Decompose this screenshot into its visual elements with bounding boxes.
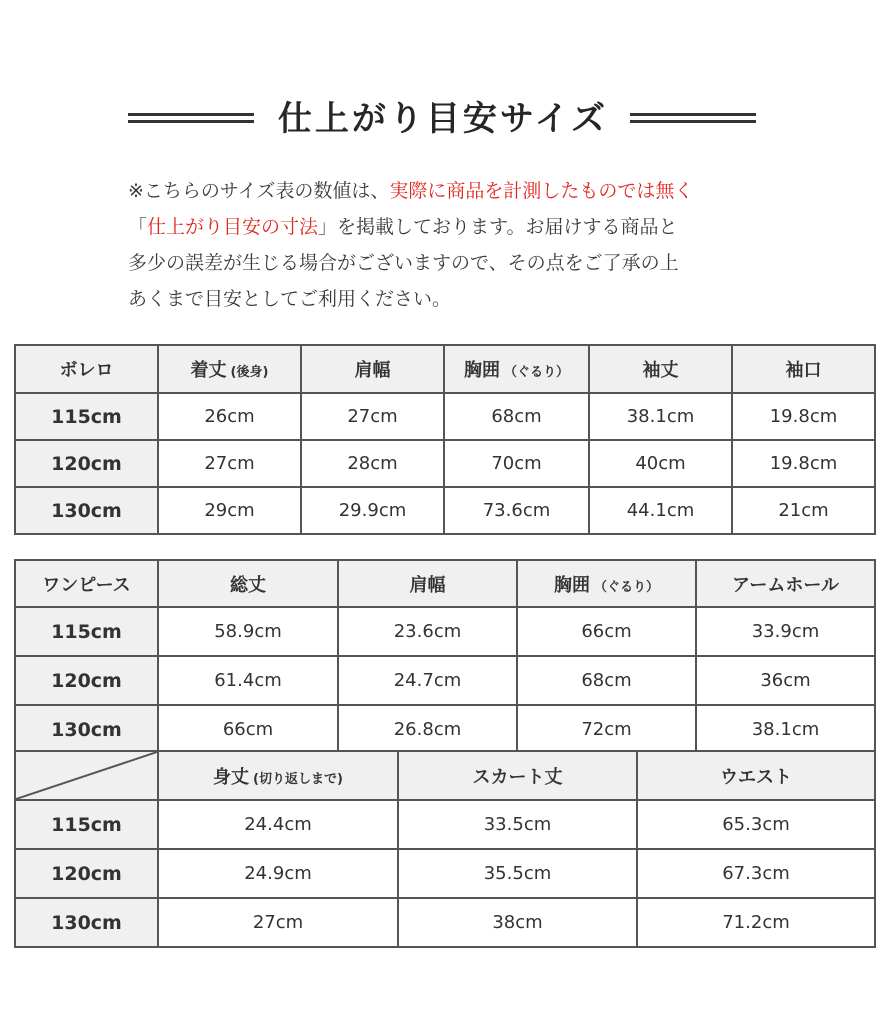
table-row: [15, 800, 875, 849]
table-cell: 29.9cm: [301, 487, 444, 534]
title-row: [0, 96, 887, 146]
size-label: 120cm: [15, 656, 158, 705]
table-cell: 71.2cm: [637, 898, 875, 947]
header-label: 肩幅: [409, 574, 446, 596]
table-row: [15, 393, 875, 440]
size-label: 115cm: [15, 800, 158, 849]
header-label: 着丈: [190, 360, 227, 381]
table-cell: 70cm: [444, 440, 589, 487]
size-label: 115cm: [15, 607, 158, 656]
table-cell: 65.3cm: [637, 800, 875, 849]
table-cell: 27cm: [158, 440, 301, 487]
header-label: 袖丈: [642, 360, 679, 381]
table-cell: 38.1cm: [696, 705, 875, 754]
size-label: 130cm: [15, 898, 158, 947]
table-cell: 21cm: [732, 487, 875, 534]
table-cell: 35.5cm: [398, 849, 637, 898]
onepiece-corner-cell: ワンピース: [15, 560, 158, 607]
size-label: 115cm: [15, 393, 158, 440]
onepiece-size-table: [14, 559, 876, 755]
diagonal-line: [16, 752, 157, 799]
table-row: [15, 487, 875, 534]
column-header: [338, 560, 517, 607]
table-row: [15, 705, 875, 754]
diagonal-corner-cell: [15, 751, 158, 800]
column-header: [398, 751, 637, 800]
table-cell: 19.8cm: [732, 393, 875, 440]
column-header: [158, 560, 338, 607]
header-label: 胸囲: [463, 360, 500, 381]
column-header: [158, 345, 301, 393]
size-label: 120cm: [15, 849, 158, 898]
table-row: [15, 440, 875, 487]
note-line-4: あくまで目安としてご利用ください。: [128, 288, 452, 310]
note-text: 」を掲載しております。お届けする商品と: [318, 216, 678, 238]
table-row: [15, 656, 875, 705]
size-label: 130cm: [15, 705, 158, 754]
note-highlight: 仕上がり目安の寸法: [147, 216, 319, 238]
header-sublabel: (後身): [230, 365, 269, 380]
table-cell: 38.1cm: [589, 393, 732, 440]
table-cell: 73.6cm: [444, 487, 589, 534]
note-text: ※こちらのサイズ表の数値は、: [128, 180, 390, 202]
table-cell: 68cm: [444, 393, 589, 440]
table-header-row: [15, 345, 875, 393]
table-cell: 27cm: [158, 898, 398, 947]
header-sublabel: （ぐるり）: [593, 579, 659, 595]
table-cell: 61.4cm: [158, 656, 338, 705]
table-header-row: [15, 560, 875, 607]
table-cell: 44.1cm: [589, 487, 732, 534]
table-cell: 26cm: [158, 393, 301, 440]
header-label: 胸囲: [553, 574, 590, 596]
header-label: 袖口: [785, 360, 822, 381]
table-cell: 24.7cm: [338, 656, 517, 705]
table-cell: 68cm: [517, 656, 696, 705]
column-header: [158, 751, 398, 800]
table-header-row: [15, 751, 875, 800]
table-cell: 23.6cm: [338, 607, 517, 656]
table-cell: 24.4cm: [158, 800, 398, 849]
column-header: [444, 345, 589, 393]
table-row: [15, 607, 875, 656]
table-cell: 67.3cm: [637, 849, 875, 898]
header-sublabel: (切り返しまで): [253, 771, 343, 787]
note-highlight: 実際に商品を計測したものでは無く: [389, 180, 694, 202]
note-bracket-open: 「: [128, 216, 148, 238]
table-cell: 38cm: [398, 898, 637, 947]
table-cell: 28cm: [301, 440, 444, 487]
header-sublabel: （ぐるり）: [503, 365, 569, 380]
table-cell: 33.9cm: [696, 607, 875, 656]
column-header: [589, 345, 732, 393]
header-label: 身丈: [213, 766, 250, 788]
table-cell: 66cm: [158, 705, 338, 754]
table-cell: 72cm: [517, 705, 696, 754]
size-label: 130cm: [15, 487, 158, 534]
table-row: [15, 849, 875, 898]
header-label: スカート丈: [472, 766, 563, 788]
table-cell: 40cm: [589, 440, 732, 487]
column-header: [637, 751, 875, 800]
column-header: [696, 560, 875, 607]
table-cell: 19.8cm: [732, 440, 875, 487]
header-label: ウエスト: [720, 766, 792, 788]
table-cell: 29cm: [158, 487, 301, 534]
table-cell: 33.5cm: [398, 800, 637, 849]
page-title: 仕上がり目安サイズ: [277, 99, 609, 139]
size-notes: [128, 173, 808, 317]
column-header: [732, 345, 875, 393]
size-label: 120cm: [15, 440, 158, 487]
table-cell: 58.9cm: [158, 607, 338, 656]
onepiece-skirt-size-table: [14, 750, 876, 948]
table-cell: 36cm: [696, 656, 875, 705]
bolero-corner-cell: ボレロ: [15, 345, 158, 393]
note-line-1: [128, 173, 808, 209]
header-label: 肩幅: [354, 360, 391, 381]
title-rule-left: [128, 113, 254, 123]
note-line-2: [128, 209, 808, 245]
header-label: 総丈: [230, 574, 266, 596]
column-header: [517, 560, 696, 607]
note-line-3: 多少の誤差が生じる場合がございますので、その点をご了承の上: [128, 252, 679, 274]
table-row: [15, 898, 875, 947]
table-cell: 26.8cm: [338, 705, 517, 754]
table-cell: 66cm: [517, 607, 696, 656]
title-rule-right: [630, 113, 756, 123]
column-header: [301, 345, 444, 393]
bolero-size-table: [14, 344, 876, 535]
header-label: アームホール: [731, 574, 840, 596]
table-cell: 24.9cm: [158, 849, 398, 898]
table-cell: 27cm: [301, 393, 444, 440]
